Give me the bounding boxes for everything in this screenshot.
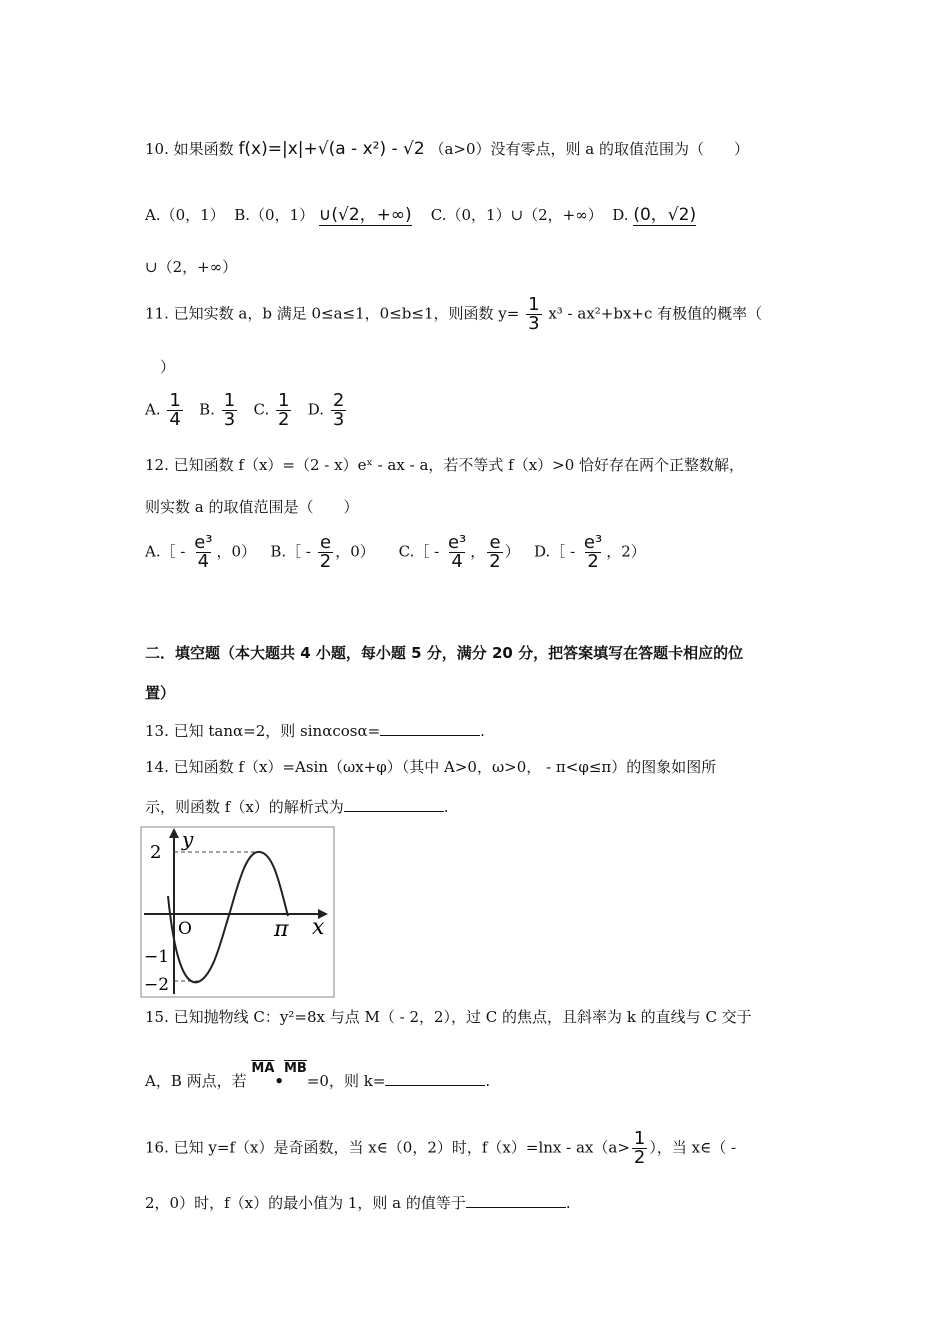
- q10-option-d-math: (0，√2): [633, 205, 697, 225]
- q16-text-cont: 2，0）时，f（x）的最小值为 1，则 a 的值等于: [145, 1194, 466, 1212]
- q15-blank: [385, 1071, 485, 1086]
- q12-option-b: B.［ -: [270, 542, 316, 561]
- q15-line1: [145, 1006, 752, 1027]
- q12-text: 已知函数 f（x）=（2 - x）eˣ - ax - a，若不等式 f（x）>0 恰好存在两个正整数解，: [173, 456, 745, 474]
- q12-line1: [145, 454, 744, 475]
- q10-option-b: B.（0，1）: [234, 206, 315, 224]
- q12-option-a: A.［ -: [145, 542, 191, 561]
- q12-line2: 则实数 a 的取值范围是（ ）: [145, 498, 359, 516]
- q12-option-d-frac: $\frac{\text{e³}}{2}$: [583, 532, 603, 572]
- q12-option-c-frac2: $\frac{e}{2}$: [489, 532, 501, 572]
- tick-minus2: −2: [144, 975, 170, 995]
- q10-option-c: C.（0，1）∪（2，+∞）: [430, 206, 603, 224]
- q12-option-c: C.［ -: [398, 542, 444, 561]
- q12-option-a-post: ，0）: [216, 542, 257, 561]
- q11-option-c-frac: $\frac{1}{2}$: [278, 390, 290, 430]
- q14-graph: [140, 826, 335, 998]
- q11-options: [145, 392, 348, 429]
- origin-label: O: [178, 919, 192, 939]
- q10-line: [145, 138, 749, 159]
- q11-option-d-frac: $\frac{2}{3}$: [332, 390, 345, 430]
- q11-option-c: C.: [253, 400, 270, 419]
- q11-option-a-frac: $\frac{1}{4}$: [169, 390, 181, 430]
- q14-line2: [145, 796, 449, 817]
- q11-close: ）: [160, 358, 176, 376]
- q10-option-b-math: ∪(√2，+∞): [318, 205, 412, 225]
- q16-line2: [145, 1192, 571, 1213]
- q10-text: 如果函数: [173, 140, 234, 158]
- q11-option-a: A.: [145, 400, 161, 419]
- q16-number: 16.: [145, 1138, 169, 1157]
- q14-line1: [145, 756, 716, 777]
- q10-option-d: D.: [612, 206, 629, 224]
- q11-text: 已知实数 a，b 满足 0≤a≤1，0≤b≤1，则函数 y=: [173, 304, 520, 323]
- q12-option-d: D.［ -: [534, 542, 580, 561]
- q10-text-cont: （a>0）没有零点，则 a 的取值范围为（ ）: [429, 140, 750, 158]
- q12-option-c-frac1: $\frac{\text{e³}}{4}$: [447, 532, 467, 572]
- q16-line1: [145, 1130, 736, 1167]
- q10-options: [145, 200, 696, 225]
- section2-heading: 二．填空题（本大题共 4 小题，每小题 5 分，满分 20 分，把答案填写在答题卡相应的位: [145, 644, 744, 662]
- q14-number: 14.: [145, 758, 169, 776]
- q11-text-cont: x³ - ax²+bx+c 有极值的概率（: [548, 304, 763, 323]
- q16-text: 已知 y=f（x）是奇函数，当 x∈（0，2）时，f（x）=lnx - ax（a>: [173, 1138, 630, 1157]
- q12-option-a-frac: $\frac{\text{e³}}{4}$: [194, 532, 213, 572]
- q15-text-post: =0，则 k=: [306, 1072, 386, 1090]
- x-label: x: [312, 915, 325, 940]
- q12-option-b-frac: $\frac{e}{2}$: [319, 532, 332, 572]
- q10-number: 10.: [145, 140, 169, 158]
- vector-ma: $\overline{MA}$: [251, 1061, 275, 1076]
- q10-option-d-cont: ∪（2，+∞）: [145, 258, 238, 276]
- q11-fraction: $\frac{1}{3}$: [528, 294, 540, 334]
- dot-product: •: [274, 1072, 284, 1090]
- q15-line2: [145, 1061, 491, 1091]
- q13-number: 13.: [145, 722, 169, 740]
- q13-blank: [380, 721, 480, 736]
- q12-option-c-mid: ，: [470, 542, 486, 561]
- vector-mb: $\overline{MB}$: [284, 1061, 307, 1076]
- q16-end: .: [565, 1194, 571, 1212]
- q10-option-a: A.（0，1）: [145, 206, 225, 224]
- q15-text-cont: A，B 两点，若: [145, 1072, 247, 1090]
- q13-line: [145, 720, 485, 741]
- q13-text: 已知 tanα=2，则 sinαcosα=: [173, 722, 381, 740]
- tick-minus1: −1: [144, 947, 170, 967]
- q15-text: 已知抛物线 C：y²=8x 与点 M（ - 2，2），过 C 的焦点，且斜率为 k 的直线与 C 交于: [173, 1008, 752, 1026]
- pi-label: π: [274, 917, 289, 942]
- q12-number: 12.: [145, 456, 169, 474]
- q13-end: .: [480, 722, 485, 740]
- q10-formula: f(x)=|x|+√(a - x²) - √2: [238, 139, 425, 159]
- q11-option-b: B.: [199, 400, 215, 419]
- section2-heading-cont: 置）: [145, 684, 176, 702]
- sine-curve: [168, 852, 288, 982]
- q16-fraction: $\frac{1}{2}$: [633, 1128, 646, 1168]
- q14-blank: [344, 797, 444, 812]
- q12-options: [145, 534, 646, 571]
- q12-option-d-post: ，2）: [606, 542, 646, 561]
- q16-text-post: ），当 x∈（ -: [649, 1138, 737, 1157]
- q16-blank: [466, 1193, 566, 1208]
- y-axis-arrow: [169, 828, 179, 838]
- q12-option-c-post: ）: [504, 542, 520, 561]
- y-label: y: [182, 827, 194, 851]
- q15-number: 15.: [145, 1008, 169, 1026]
- q11-option-b-frac: $\frac{1}{3}$: [223, 390, 236, 430]
- q11-option-d: D.: [307, 400, 325, 419]
- q15-end: .: [485, 1072, 491, 1090]
- tick-2: 2: [150, 842, 162, 863]
- q11-line: [145, 296, 762, 333]
- q11-number: 11.: [145, 304, 169, 323]
- q12-option-b-post: ，0）: [335, 542, 375, 561]
- q14-end: .: [443, 798, 449, 816]
- q14-text: 已知函数 f（x）=Asin（ωx+φ）（其中 A>0，ω>0， - π<φ≤π）的图象如图所: [173, 758, 717, 776]
- q14-text-cont: 示，则函数 f（x）的解析式为: [145, 798, 344, 816]
